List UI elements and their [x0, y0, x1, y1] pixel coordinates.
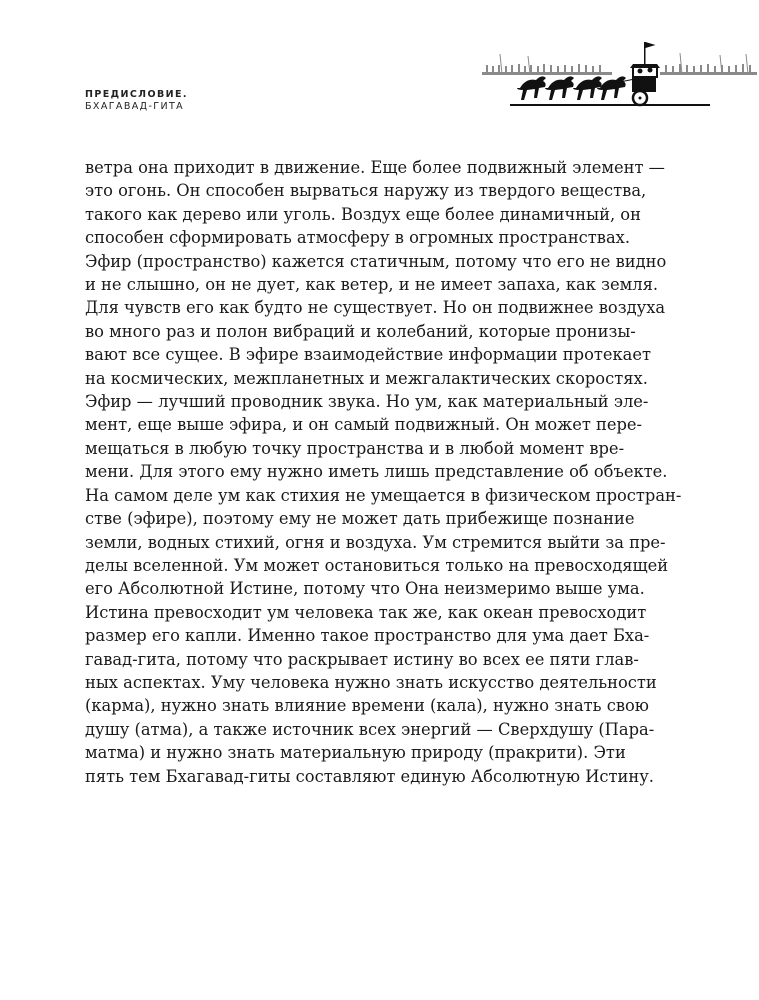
- body-line: размер его капли. Именно такое пространство для ума дает Бха-: [85, 626, 650, 646]
- body-text: [85, 156, 682, 788]
- body-line: его Абсолютной Истине, потому что Она неизмеримо выше ума.: [85, 579, 645, 599]
- body-line: душу (атма), а также источник всех энергий — Сверхдушу (Пара-: [85, 719, 655, 739]
- body-line: такого как дерево или уголь. Воздух еще более динамичный, он: [85, 204, 641, 224]
- body-line: ных аспектах. Уму человека нужно знать искусство деятельности: [85, 672, 657, 692]
- body-line: и не слышно, он не дует, как ветер, и не имеет запаха, как земля.: [85, 275, 659, 295]
- body-line: мени. Для этого ему нужно иметь лишь представление об объекте.: [85, 462, 668, 482]
- running-head: [85, 89, 188, 113]
- body-line: На самом деле ум как стихия не умещается в физическом простран-: [85, 485, 682, 505]
- body-line: Истина превосходит ум человека так же, как океан превосходит: [85, 602, 647, 622]
- body-line: гавад-гита, потому что раскрывает истину во всех ее пяти глав-: [85, 649, 639, 669]
- body-line: делы вселенной. Ум может остановиться только на превосходящей: [85, 555, 669, 575]
- running-head-section: ПРЕДИСЛОВИЕ.: [85, 89, 188, 100]
- body-line: это огонь. Он способен вырваться наружу из твердого вещества,: [85, 181, 647, 201]
- body-line: мент, еще выше эфира, и он самый подвижный. Он может пере-: [85, 415, 643, 435]
- body-line: способен сформировать атмосферу в огромных пространствах.: [85, 228, 631, 248]
- body-line: (карма), нужно знать влияние времени (кала), нужно знать свою: [85, 696, 649, 716]
- body-line: Эфир — лучший проводник звука. Но ум, как материальный эле-: [85, 392, 649, 412]
- running-head-book-title: БХАГАВАД-ГИТА: [85, 101, 185, 112]
- body-line: Для чувств его как будто не существует. Но он подвижнее воздуха: [85, 298, 666, 318]
- body-line: ветра она приходит в движение. Еще более подвижный элемент —: [85, 158, 665, 177]
- body-line: Эфир (пространство) кажется статичным, потому что его не видно: [85, 251, 667, 271]
- body-line: вают все сущее. В эфире взаимодействие информации протекает: [85, 345, 652, 365]
- body-line: мещаться в любую точку пространства и в любой момент вре-: [85, 438, 625, 458]
- body-line: пять тем Бхагавад-гиты составляют единую Абсолютную Истину.: [85, 766, 654, 786]
- body-line: во много раз и полон вибраций и колебаний, которые пронизы-: [85, 321, 636, 341]
- body-line: на космических, межпланетных и межгалактических скоростях.: [85, 368, 648, 388]
- chariot-army-silhouette-icon: [480, 38, 759, 113]
- body-line: стве (эфире), поэтому ему не может дать прибежище познание: [85, 509, 635, 529]
- body-line: земли, водных стихий, огня и воздуха. Ум стремится выйти за пре-: [85, 532, 666, 552]
- body-line: матма) и нужно знать материальную природу (пракрити). Эти: [85, 743, 626, 763]
